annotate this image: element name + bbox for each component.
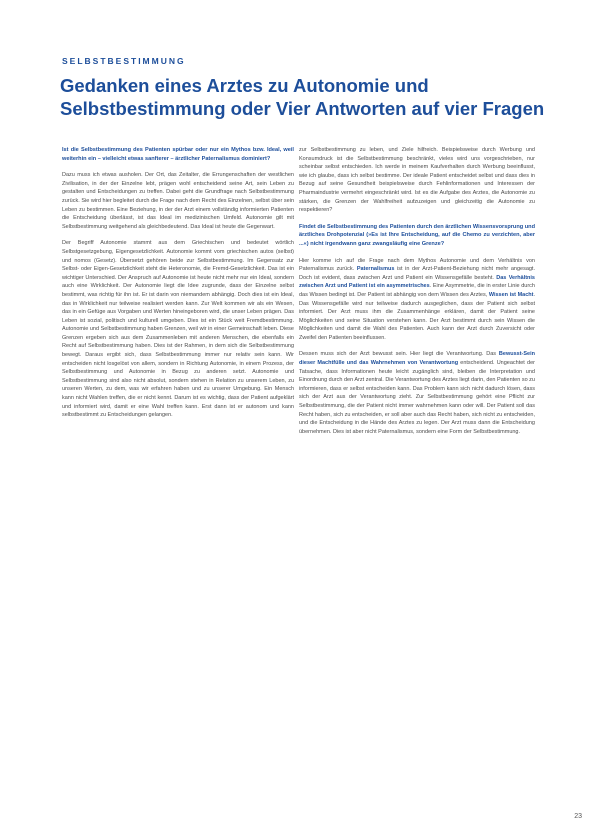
text-run: . Das Wissensgefälle wird nur teilweise dadurch ausgeglichen, dass der Patient sich selbst informiert. Der Arzt muss ihm die Zusammenhänge erklären, damit der Patient seine Möglichkeiten und seine Situation verstehen kann. Der Arzt bestimmt durch sein Wissen die Möglichkeiten und damit die Wahl des Patienten. Auch kann der Arzt durch Zuversicht oder Zweifel den Patienten beeinflussen. (299, 291, 536, 341)
highlight-awareness: Bewusst-Sein dieser Machtfülle und das Wahrnehmen von Verantwortung (299, 351, 535, 367)
question-2: Findet die Selbstbestimmung des Patienten durch den ärztlichen Wissensvorsprung und ärztliches Drohpotenzial (»Es ist Ihre Entscheidung, auf die Chemo zu verzichten, aber ...«) nicht irgendwann ganz zwangsläufig eine Grenze? (299, 223, 535, 247)
right-column (299, 146, 535, 444)
right-paragraph-2 (299, 257, 535, 343)
right-paragraph-1: zur Selbstbestimmung zu leben, und Ziele hilfreich. Beispielsweise durch Werbung und Konsumdruck ist die Selbstbestimmung beschränkt, vieles wird uns vorgeschrieben, nur scheinbar selbst entschieden. Ich werde in meinem Kaufverhalten durch Werbung beeinflusst, wie ich glaube, dass ich selbst bestimme. Der ideale Patient entscheidet selbst und dass dies in Bezug auf seine Gesundheit beispielsweise durch Fehlinformationen und Interessen der Pharmaindustrie vermehrt eingeschränkt wird. Ist es die Aufgabe des Arztes, die Autonomie zu stärken, die Grenzen der Wahlfreiheit aufzuzeigen und gleichzeitig die Autonomie zu respektieren? (299, 147, 535, 214)
text-run: ist in der Arzt-Patient-Beziehung nicht mehr angesagt. Doch ist evident, dass zwischen Arzt und Patient ein Wissensgefälle besteht. (299, 266, 535, 281)
question-1: Ist die Selbstbestimmung des Patienten spürbar oder nur ein Mythos bzw. Ideal, weil weiterhin ein – vielleicht etwas sanfterer – ärztlicher Paternalismus dominiert? (62, 147, 294, 162)
highlight-paternalismus: Paternalismus (356, 266, 395, 273)
text-run: entscheidend. Ungeachtet der Tatsache, dass Informationen heute leicht zugänglich sind, bleiben die Interpretation und Einordnung durch den Arzt zentral. Die Verantwortung des Arztes liegt darin, den Patienten so zu informieren, dass er selbst entscheiden kann. Das Problem kann sich nicht dadurch lösen, dass sich der Arzt aus der Verantwortung zieht. Zur Selbstbestimmung gehört eine Pflicht zur Selbstbestimmung, die der Patient nicht immer wahrnehmen kann oder will. Der Patient soll das Recht haben, sich zu entscheiden, er soll aber auch das Recht haben, sich nicht zu entscheiden, und die Entscheidung in die Hände des Arztes zu legen. Der Arzt muss dann die Entscheidung übernehmen. Dies ist aber nicht Paternalismus, sondern eine Form der Selbstbestimmung. (299, 360, 535, 435)
text-run: . Eine Asymmetrie, die in erster Linie durch das Wissen bedingt ist. Der Patient ist abhängig von dem Wissen des Arztes, (299, 283, 535, 298)
text-run: Hier komme ich auf die Frage nach dem Mythos Autonomie und dem Verhältnis von Paternalismus zurück. (299, 257, 535, 273)
page-title: Gedanken eines Arztes zu Autonomie und Selbstbestimmung oder Vier Antworten auf vier Fragen (60, 75, 545, 119)
text-run: Dessen muss sich der Arzt bewusst sein. Hier liegt die Verantwortung. Das (299, 351, 499, 358)
section-label: SELBSTBESTIMMUNG (62, 56, 186, 66)
highlight-asymmetric: Das Verhältnis zwischen Arzt und Patient ist ein asymmetrisches (299, 274, 535, 290)
left-paragraph-1: Dazu muss ich etwas ausholen. Der Ort, das Zeitalter, die Errungenschaften der westlichen Zivilisation, in der der Einzelne lebt, prägen wohl entscheidend seine Art, sein Leben zu gestalten und Entscheidungen zu treffen. Dabei geht die Grundfrage nach Selbstbestimmung zurück. Sie wird hier begleitet durch die Frage nach dem Recht des Einzelnen, selbst über sein Leben zu bestimmen. Eine Beziehung, in der der Arzt einem vollständig informierten Patienten die Entscheidung überlässt, ist das Ideal im medizinischen Umfeld. Autonomie gilt mit Selbstbestimmung weitgehend als gleichbedeutend. Das Ideal ist heute die Gegenwart. (62, 172, 294, 230)
left-paragraph-2: Der Begriff Autonomie stammt aus dem Griechischen und bedeutet wörtlich Selbstgesetzgebung, Eigengesetzlichkeit. Autonomie kommt vom griechischen autos (selbst) und nomos (Gesetz). Übersetzt gehören beide zur Selbstbestimmung. Im Gegensatz zur Selbst- oder Eigen-Gesetzlichkeit steht die Heteronomie, die Fremd-Gesetzlichkeit. Das ist ein wichtiger Unterschied. Der Anspruch auf Autonomie ist heute nicht mehr nur ein Ideal, sondern auch eine Wirklichkeit. Der Autonomie liegt die Idee zugrunde, dass der Einzelne selbst bestimmt, was richtig für ihn ist. Er ist darin von niemandem abhängig. Doch dies ist ein Ideal, das in Wirklichkeit nur teilweise realisiert werden kann. Zur Welt kommen wir als ein Wesen, das in ein Gefüge aus Vorgaben und Werten hineingeboren wird, die unser Leben prägen. Das Leben ist sozial, politisch und kulturell umgeben. Dies ist ein Stück weit Fremdbestimmung. Autonomie und Selbstbestimmung haben Grenzen, weil wir in einer Gemeinschaft leben. Diese Grenzen ergeben sich aus dem Zusammenleben mit anderen Menschen, die ebenfalls ein Recht auf Selbstbestimmung haben. Dies ist der Rahmen, in dem sich die Selbstbestimmung bewegt. Daraus ergibt sich, dass Selbstbestimmung immer nur relativ sein kann. Wir entscheiden nicht losgelöst von allem, sondern in Richtung Autonomie, in einem Prozess, der Selbstbestimmung und Autonomie in Bezug zu anderen setzt. Autonomie und Selbstbestimmung sind also nicht absolut, sondern stehen in Relation zu unserem Leben, zu unseren Werten, zu dem, was wir erfahren haben und zu unserer Umgebung. Ein Mensch kann nicht Wahlen treffen, die er nicht kennt. Darum ist es wichtig, dass der Patient aufgeklärt und informiert wird, damit er eine Wahl treffen kann. Erst dann ist er autonom und kann selbstbestimmt zu Entscheidungen gelangen. (62, 240, 294, 419)
right-paragraph-3 (299, 350, 535, 436)
page-number: 23 (574, 813, 582, 820)
highlight-knowledge-power: Wissen ist Macht (488, 291, 534, 298)
left-column (62, 146, 294, 428)
